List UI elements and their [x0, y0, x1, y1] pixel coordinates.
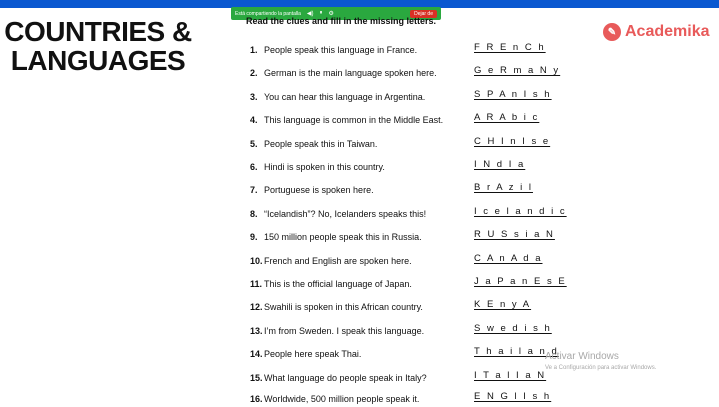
answer-text: S P A n I s h: [474, 88, 552, 100]
list-item: 1. People speak this language in France. F R E n C h: [250, 42, 546, 55]
answer-text: G e R m a N y: [474, 65, 561, 77]
logo-text: Academika: [625, 23, 710, 40]
clue-text: You can hear this language in Argentina.: [264, 91, 426, 102]
clue-text: French and English are spoken here.: [264, 255, 412, 266]
answer-text: C H I n I s e: [474, 135, 551, 147]
list-item: 9. 150 million people speak this in Russia. R U S s i a N: [250, 229, 555, 243]
clue-text: People speak this language in France.: [264, 45, 418, 55]
logo-mark-icon: ✎: [603, 23, 621, 41]
clue-text: Portuguese is spoken here.: [264, 185, 374, 196]
list-item: 3. You can hear this language in Argentina. S P A n I s h: [250, 88, 552, 102]
answer-text: F R E n C h: [474, 42, 546, 53]
list-item: 2. German is the main language spoken here. G e R m a N y: [250, 65, 561, 79]
list-item: 14. People here speak Thai. T h a i l a n d: [250, 346, 559, 360]
speaker-icon[interactable]: ◀): [306, 11, 314, 17]
answer-text: S w e d i s h: [474, 322, 552, 334]
list-item: 8. “Icelandish”? No, Icelanders speaks this! I c e l a n d i c: [250, 205, 567, 219]
answer-text: A R A b i c: [474, 112, 540, 124]
clue-text: German is the main language spoken here.: [264, 68, 437, 79]
slide-title: [2, 17, 194, 75]
instructions-text: Read the clues and fill in the missing letters.: [246, 16, 437, 26]
list-item: 11. This is the official language of Japan. J a P a n E s E: [250, 276, 567, 289]
settings-icon[interactable]: ⚙: [328, 11, 334, 17]
answer-text: T h a i l a n d: [474, 346, 559, 358]
pause-icon[interactable]: ⏸: [319, 10, 323, 16]
clue-text: 150 million people speak this in Russia.: [264, 232, 422, 243]
answer-text: E N G l I s h: [474, 391, 552, 402]
clue-text: People speak this in Taiwan.: [264, 138, 378, 149]
list-item: 6. Hindi is spoken in this country. I N d I a: [250, 159, 526, 172]
screen-share-message: Está compartiendo la pantalla: [235, 10, 301, 17]
answer-text: K E n y A: [474, 299, 532, 311]
clue-text: I’m from Sweden. I speak this language.: [264, 325, 425, 336]
list-item: 5. People speak this in Taiwan. C H I n I s e: [250, 135, 551, 149]
clue-text: Hindi is spoken in this country.: [264, 162, 385, 172]
clue-text: Swahili is spoken in this African country.: [264, 302, 423, 313]
answer-text: I T a l I a N: [474, 369, 547, 381]
answer-text: I N d I a: [474, 159, 526, 170]
clue-text: This language is common in the Middle East.: [264, 115, 444, 126]
watermark-line-1: Activar Windows: [545, 351, 619, 362]
answer-text: C A n A d a: [474, 252, 543, 264]
stop-sharing-button[interactable]: Dejar de: [410, 10, 437, 18]
list-item: 4. This language is common in the Middle East. A R A b i c: [250, 112, 540, 126]
windows-activation-watermark: [545, 351, 656, 371]
clue-text: People here speak Thai.: [264, 349, 362, 360]
clue-text: Worldwide, 500 million people speak it.: [264, 394, 420, 404]
answer-text: B r A z i l: [474, 182, 533, 194]
clue-text: This is the official language of Japan.: [264, 279, 412, 289]
clue-text: What language do people speak in Italy?: [264, 372, 427, 383]
watermark-line-2: Ve a Configuración para activar Windows.: [545, 365, 657, 371]
list-item: 16. Worldwide, 500 million people speak it. E N G l I s h: [250, 391, 552, 404]
clue-text: “Icelandish”? No, Icelanders speaks this!: [264, 208, 427, 219]
list-item: 15. What language do people speak in Italy? I T a l I a N: [250, 369, 547, 383]
list-item: 7. Portuguese is spoken here. B r A z i l: [250, 182, 533, 196]
academika-logo: [603, 23, 710, 41]
title-line-2: LANGUAGES: [10, 45, 186, 76]
answer-text: I c e l a n d i c: [474, 205, 567, 217]
list-item: 12. Swahili is spoken in this African country. K E n y A: [250, 299, 532, 313]
title-line-1: COUNTRIES &: [4, 16, 192, 47]
answer-text: R U S s i a N: [474, 229, 555, 241]
list-item: 10. French and English are spoken here. C A n A d a: [250, 252, 543, 266]
list-item: 13. I’m from Sweden. I speak this language. S w e d i s h: [250, 322, 552, 336]
answer-text: J a P a n E s E: [474, 276, 567, 287]
